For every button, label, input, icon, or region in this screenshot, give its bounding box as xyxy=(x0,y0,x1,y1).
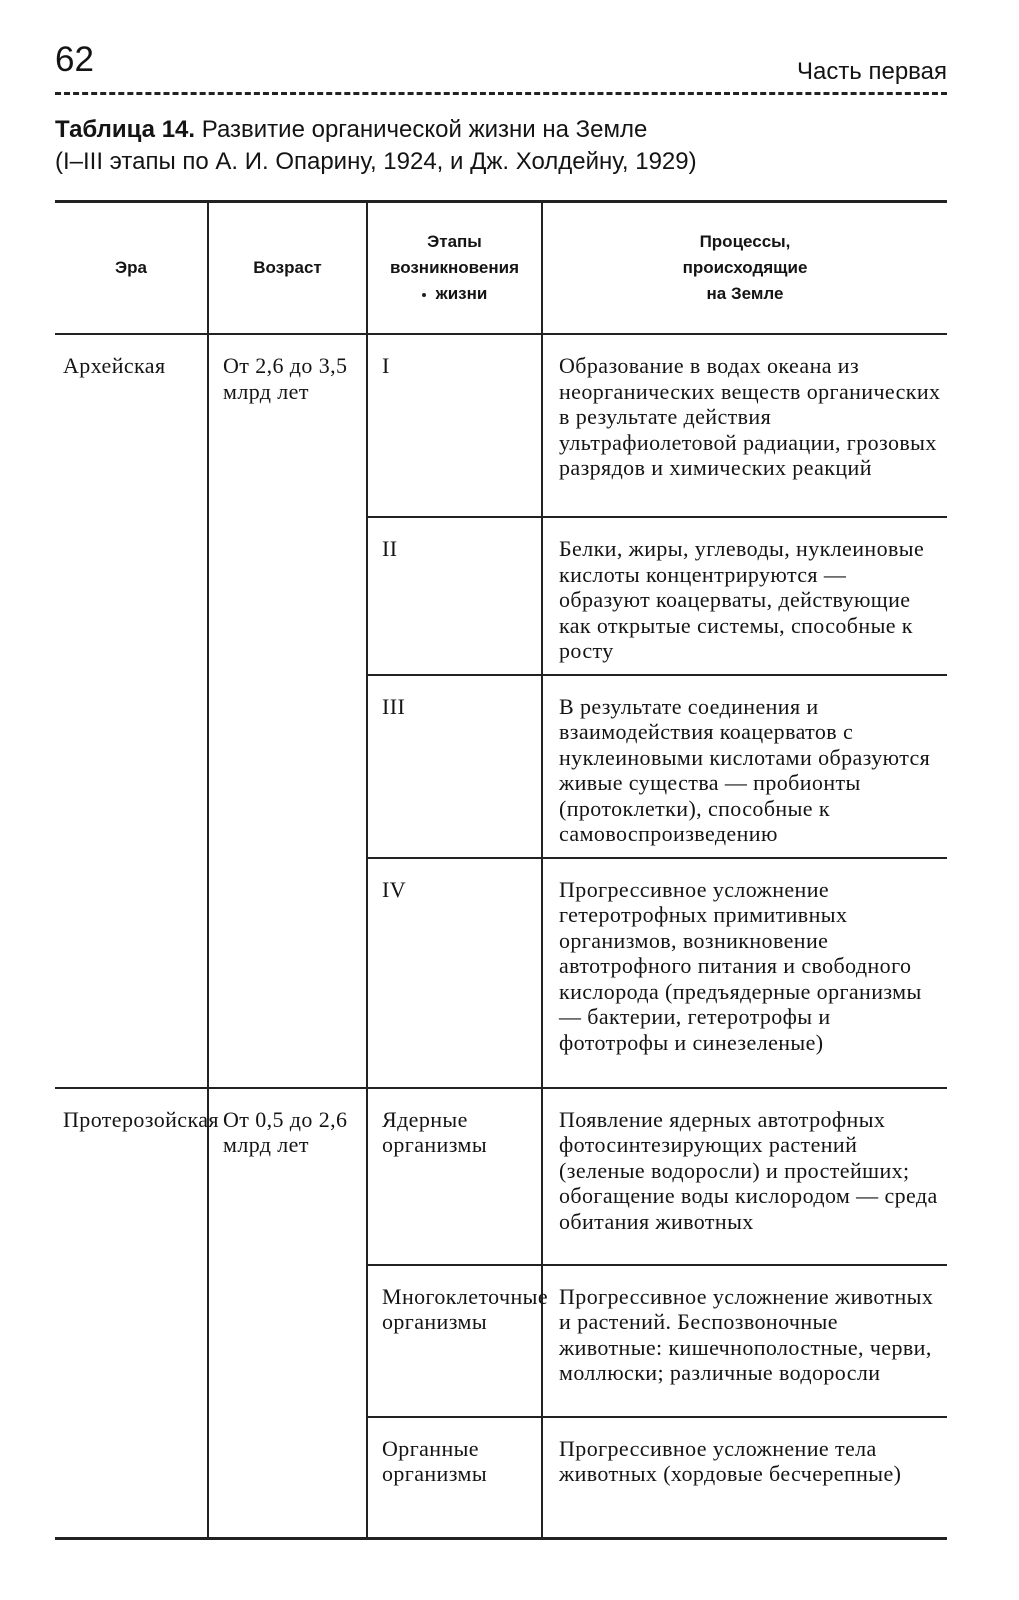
column-header-stages xyxy=(367,202,542,335)
column-header-age: Возраст xyxy=(208,202,367,335)
header-divider xyxy=(55,92,947,95)
era-cell: Архейская xyxy=(55,334,208,1088)
header-line: происходящие xyxy=(682,258,808,277)
stage-cell: Ядерные организмы xyxy=(367,1088,542,1265)
table-row xyxy=(55,1088,947,1265)
age-cell: От 2,6 до 3,5 млрд лет xyxy=(208,334,367,1088)
print-speck xyxy=(422,293,426,297)
process-cell: Прогрессивное усложнение животных и растений. Беспозвоночные животные: кишечнополостные, черви, моллюски; различные водоросли xyxy=(542,1265,947,1417)
header-line: возникновения xyxy=(389,258,520,277)
column-header-era: Эра xyxy=(55,202,208,335)
stage-cell: III xyxy=(367,675,542,858)
caption-subtitle: (I–III этапы по А. И. Опарину, 1924, и Дж. Холдейну, 1929) xyxy=(55,148,697,175)
table-header-row xyxy=(55,202,947,335)
process-cell: Появление ядерных автотрофных фотосинтезирующих растений (зеленые водоросли) и простейших; обогащение воды кислородом — среда обитания животных xyxy=(542,1088,947,1265)
stage-cell: II xyxy=(367,517,542,675)
header-line: Процессы, xyxy=(699,232,791,251)
process-cell: В результате соединения и взаимодействия коацерватов с нуклеиновыми кислотами образуются живые существа — пробионты (протоклетки), способные к самовоспроизведению xyxy=(542,675,947,858)
process-cell: Белки, жиры, углеводы, нуклеиновые кислоты концентрируются — образуют коацерваты, действующие как открытые системы, способные к росту xyxy=(542,517,947,675)
age-cell: От 0,5 до 2,6 млрд лет xyxy=(208,1088,367,1539)
stage-cell: Органные организмы xyxy=(367,1417,542,1539)
header-line: Этапы xyxy=(427,232,482,251)
header-line: жизни xyxy=(435,284,488,303)
stage-cell: Многоклеточные организмы xyxy=(367,1265,542,1417)
caption-title: Развитие органической жизни на Земле xyxy=(195,116,648,143)
era-cell: Протерозойская xyxy=(55,1088,208,1539)
running-header-part: Часть первая xyxy=(796,58,947,85)
header-line: на Земле xyxy=(706,284,784,303)
process-cell: Прогрессивное усложнение тела животных (хордовые бесчерепные) xyxy=(542,1417,947,1539)
process-cell: Прогрессивное усложнение гетеротрофных примитивных организмов, возникновение автотрофного питания и свободного кислорода (предъядерные организмы — бактерии, гетеротрофы и фототрофы и синезеленые) xyxy=(542,858,947,1088)
stage-cell: IV xyxy=(367,858,542,1088)
table-caption xyxy=(55,114,935,178)
process-cell: Образование в водах океана из неорганических веществ органических в результате действия ультрафиолетовой радиации, грозовых разрядов и химических реакций xyxy=(542,334,947,517)
table-row xyxy=(55,334,947,517)
page-number: 62 xyxy=(55,40,94,79)
caption-label: Таблица 14. xyxy=(55,116,196,143)
column-header-processes xyxy=(542,202,947,335)
stage-cell: I xyxy=(367,334,542,517)
evolution-table xyxy=(55,200,947,1540)
